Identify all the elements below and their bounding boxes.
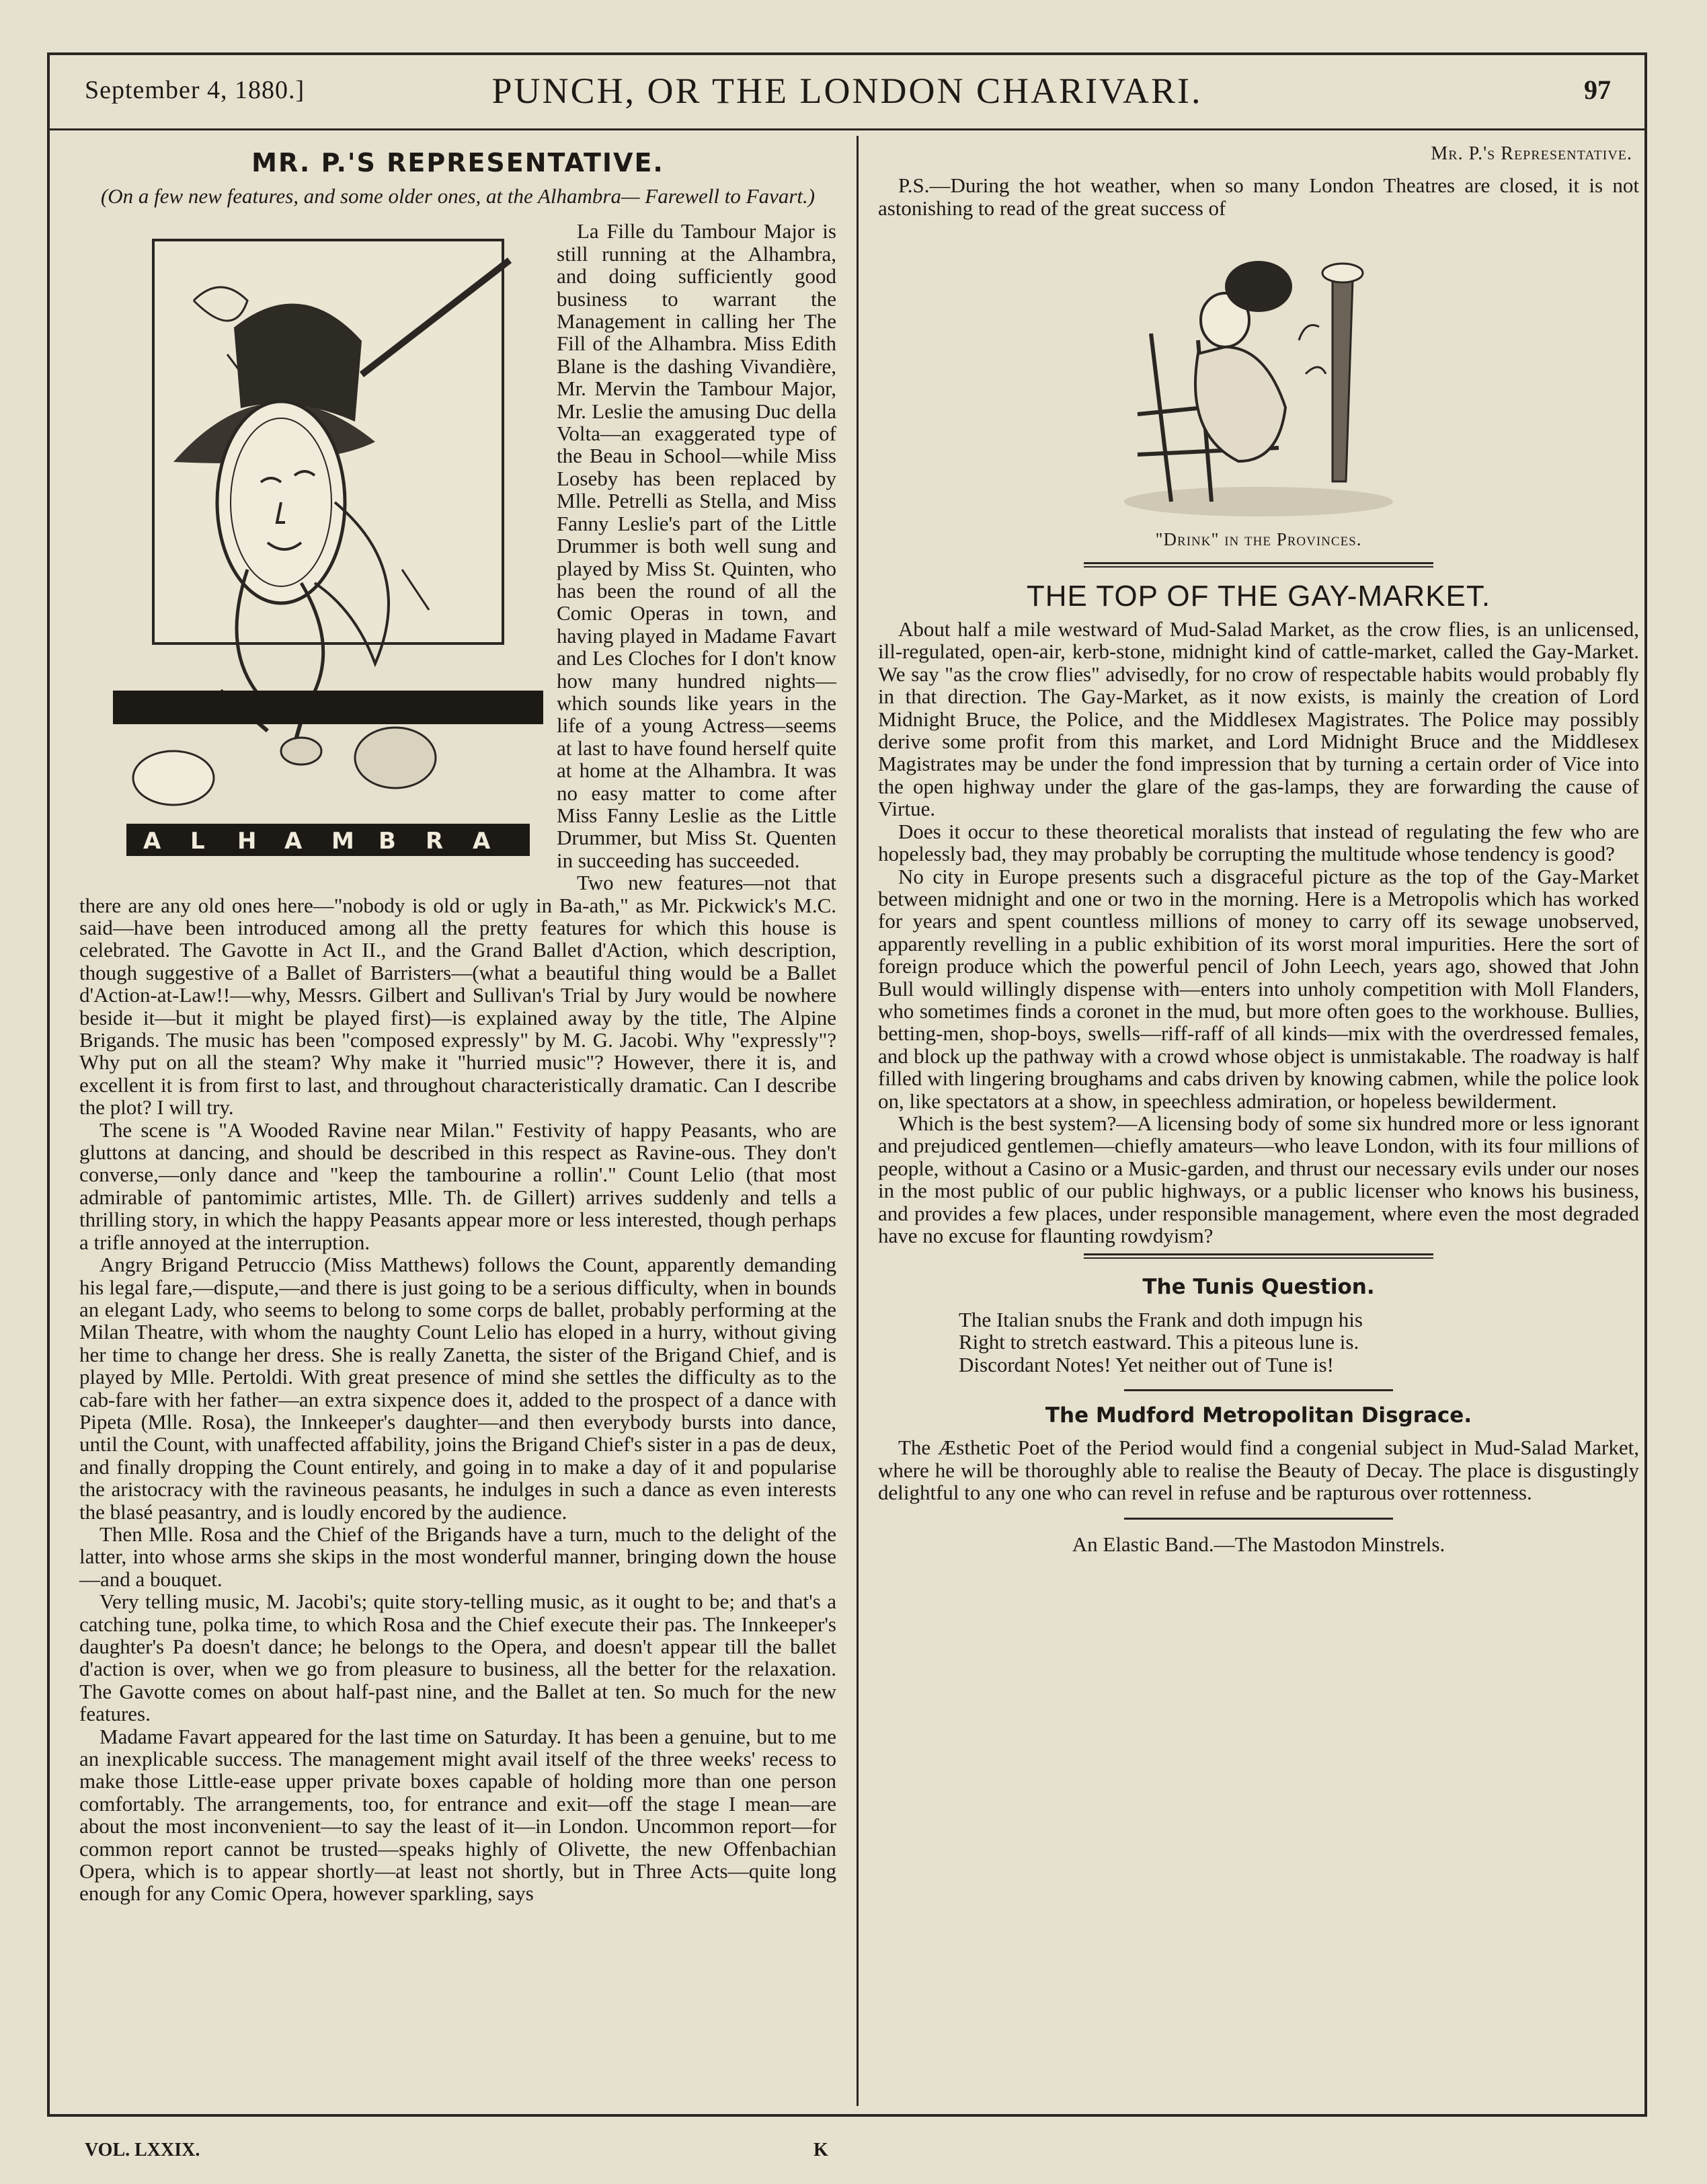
article1-postscript: P.S.—During the hot weather, when so many London Theatres are closed, it is not astonishing to read of the great success of [878,173,1639,220]
article1-paragraph: La Fille du Tambour Major is still running at the Alhambra, and doing sufficiently good business to warrant the Management in calling her The Fill of the Alhambra. Miss Edith Blane is the dashing Vivandière, Mr. Mervin the Tambour Major, Mr. Leslie the amusing Duc della Volta—an exaggerated type of the Beau in School—while Miss Loseby has been replaced by Mlle. Petrelli as Stella, and Miss Fanny Leslie's part of the Little Drummer is both well sung and played by Miss St. Quinten, who has been the round of all the Comic Operas in town, and having played in Madame Favart and Les Cloches for I don't know how many hundred nights—which sounds like years in the life of a young Actress—seems at last to have found herself quite at home at the Alhambra. It was no easy matter to come after Miss Fanny Leslie as the Little Drummer, but Miss St. Quenten in succeeding has succeeded. [557,219,836,872]
section-rule [1084,562,1433,568]
banner-letter: R [426,828,444,855]
article1-paragraph: Two new features—not that there are any old ones here—"nobody is old or ugly in Ba-ath," as Mr. Pickwick's M.C. said—have been introduced among all the pretty features for which this house is celebrated. The Gavotte in Act II., and the Grand Ballet d'Action, which description, though suggestive of a Ballet of Barristers—(what a beautiful thing would be a Ballet d'Action-at-Law!!—why, Messrs. Gilbert and Sullivan's Trial by Jury would be nowhere beside it—but it might be played first)—is explained away by the title, The Alpine Brigands. The music has been "composed expressly" by M. G. Jacobi. Why "expressly"? Why put on all the steam? Why make it "hurried music"? However, there it is, and excellent it is from first to last, and throughout characteristically dramatic. Can I describe the plot? I will try. [79,871,836,1120]
publication-title: PUNCH, OR THE LONDON CHARIVARI. [491,71,1203,111]
right-column [878,140,1639,2103]
article1-paragraph: Angry Brigand Petruccio (Miss Matthews) follows the Count, apparently demanding his legal fare,—dispute,—and there is just going to be a serious difficulty, when in bounds an elegant Lady, who seems to belong to some corps de ballet, probably performing at the Milan Theatre, with whom the naughty Count Lelio has eloped in a hurry, without giving her time to change her dress. She is really Zanetta, the sister of the Brigand Chief, and is played by Mlle. Pertoldi. With great presence of mind she settles the difficulty as to the cab-fare with her father—an extra sixpence does it, added to the prospect of a dance with Pipeta (Mlle. Rosa), the Innkeeper's daughter—and then everybody bursts into dance, until the Count, with unaffected affability, joins the Brigand Chief's sister in a pas de deux, and finally dropping the Count entirely, and going in to make a day of it and popularise the aristocracy with the ravineous peasants, he indulges in such a dance as even interests the blasé peasantry, and is loudly encored by the audience. [79,1253,836,1524]
article1-paragraph: The scene is "A Wooded Ravine near Milan." Festivity of happy Peasants, who are gluttons at dancing, and should be described in this respect as Ravine-ous. They don't converse,—only dance and "keep the tambourine a rollin'." Count Lelio (that most admirable of pantomimic artistes, Mlle. Th. de Gillert) arrives suddenly and tells a thrilling story, in which the happy Peasants appear more or less interested, though perhaps a trifle annoyed at the interruption. [79,1118,836,1254]
article1-subtitle: (On a few new features, and some older ones, at the Alhambra— Farewell to Favart.) [100,184,816,208]
verse-line: Right to stretch eastward. This a piteous lune is. [959,1330,1359,1354]
issue-date: September 4, 1880.] [85,76,305,104]
section-rule [1124,1389,1393,1391]
article2-paragraph: About half a mile westward of Mud-Salad Market, as the crow flies, is an unlicensed, ill-regulated, open-air, kerb-stone, midnight kind of cattle-market, called the Gay-Market. We say "as the crow flies" advisedly, for no crow of respectable habits would probably fly in that direction. The Gay-Market, as it now exists, is mainly the creation of Lord Midnight Bruce, the Police, and the Middlesex Magistrates. The Police may possibly derive some profit from this market, and Lord Midnight Bruce and the Middlesex Magistrates may be under the fond impression that by turning a certain order of Vice into the open highway under the glare of the gas-lamps, they are forwarding the cause of Virtue. [878,617,1639,821]
page-number: 97 [1584,75,1611,105]
article1-paragraph: Madame Favart appeared for the last time on Saturday. It has been a genuine, but to me an inexplicable success. The management might avail itself of the three weeks' recess to make those Little-ease upper private boxes capable of holding more than one person comfortably. The arrangements, too, for entrance and exit—off the stage I mean—are about the most inconvenient—to say the least of it—in London. Uncommon report—for common report cannot be trusted—speaks highly of Olivette, the new Offenbachian Opera, which is to appear shortly—at least not shortly, but in Three Acts—quite long enough for any Comic Opera, however sparkling, says [79,1724,836,1906]
tunis-title: The Tunis Question. [1142,1275,1375,1300]
article1-paragraph: Very telling music, M. Jacobi's; quite story-telling music, as it ought to be; and that's a catching tune, polka time, to which Rosa and the Chief execute their pas. The Innkeeper's daughter's Pa doesn't dance; he belongs to the Opera, and doesn't appear till the ballet d'action is over, when we go from pleasure to business, all the better for the relaxation. The Gavotte comes on about half-past nine, and the Ballet at ten. So much for the new features. [79,1590,836,1726]
mudford-text: The Æsthetic Poet of the Period would find a congenial subject in Mud-Salad Market, where he will be thoroughly able to realise the Beauty of Decay. The place is disgustingly delightful to any one who can revel in refuse and be rapturous over rottenness. [878,1436,1639,1505]
article1-paragraph: Then Mlle. Rosa and the Chief of the Brigands have a turn, much to the delight of the latter, into whose arms she skips in the most wonderful manner, bringing down the house—and a bouquet. [79,1522,836,1591]
elastic-band-note: An Elastic Band.—The Mastodon Minstrels. [1072,1532,1445,1556]
banner-letter: L [190,828,205,855]
column-divider [857,136,859,2106]
section-rule [1124,1518,1393,1520]
verse-line: The Italian snubs the Frank and doth impugn his [959,1307,1363,1331]
signature-mark: K [813,2140,828,2160]
banner-letter: A [284,828,303,855]
masthead [50,55,1644,130]
mudford-title: The Mudford Metropolitan Disgrace. [1045,1403,1472,1428]
banner-letter: H [237,828,257,855]
cartoon-caption: "Drink" in the Provinces. [1155,529,1362,550]
article1-signature: Mr. P.'s Representative. [1431,143,1632,164]
section-rule [1084,1253,1433,1259]
left-column [79,140,836,2103]
alhambra-illustration [79,220,543,886]
article2-paragraph: Which is the best system?—A licensing body of some six hundred more or less ignorant and prejudiced gentlemen—chiefly amateurs—who leave London, with its four millions of people, without a Casino or a Music-garden, and thrust our necessary evils under our noses in the most public of our public highways, or a public licenser who knows his business, and provides a few places, under responsible management, where even the most degraded have no excuse for flaunting rowdyism? [878,1111,1639,1247]
child-drinking-engraving [1111,239,1406,522]
article1-title: MR. P.'S REPRESENTATIVE. [251,148,664,178]
banner-letter: M [331,828,354,855]
article2-paragraph: Does it occur to these theoretical moralists that instead of regulating the few who are hopelessly bad, they may probably be corrupting the multitude whose tendency is good? [878,819,1639,866]
drink-cartoon [1111,239,1406,522]
tunis-verse [959,1309,1639,1376]
verse-line: Discordant Notes! Yet neither out of Tune is! [959,1352,1334,1376]
page-frame [47,52,1647,2117]
article2-paragraph: No city in Europe presents such a disgraceful picture as the top of the Gay-Market between midnight and one or two in the morning. Here is a Metropolis which has worked for years and spent countless millions of money to carry off its sewage unobserved, apparently revelling in a public exhibition of its worst moral impurities. Here the sort of foreign produce which the powerful pencil of John Leech, years ago, showed that John Bull would willingly dispense with—enters into unholy competition with Moll Flanders, who sometimes finds a coronet in the mud, but more often goes to the workhouse. Bullies, betting-men, shop-boys, swells—riff-raff of all kinds—mix with the overdressed females, and block up the pathway with a crowd whose object is unmistakable. The roadway is half filled with lingering broughams and cabs driven by knowing cabmen, while the police look on, like spectators at a show, in speechless admiration, or hopeless bewilderment. [878,864,1639,1113]
article2-title: THE TOP OF THE GAY-MARKET. [1026,579,1491,613]
banner-letter: A [143,828,161,855]
volume-number: VOL. LXXIX. [85,2140,200,2160]
banner-letter: A [473,828,491,855]
drummer-engraving [79,220,543,886]
banner-letter: B [379,828,396,855]
